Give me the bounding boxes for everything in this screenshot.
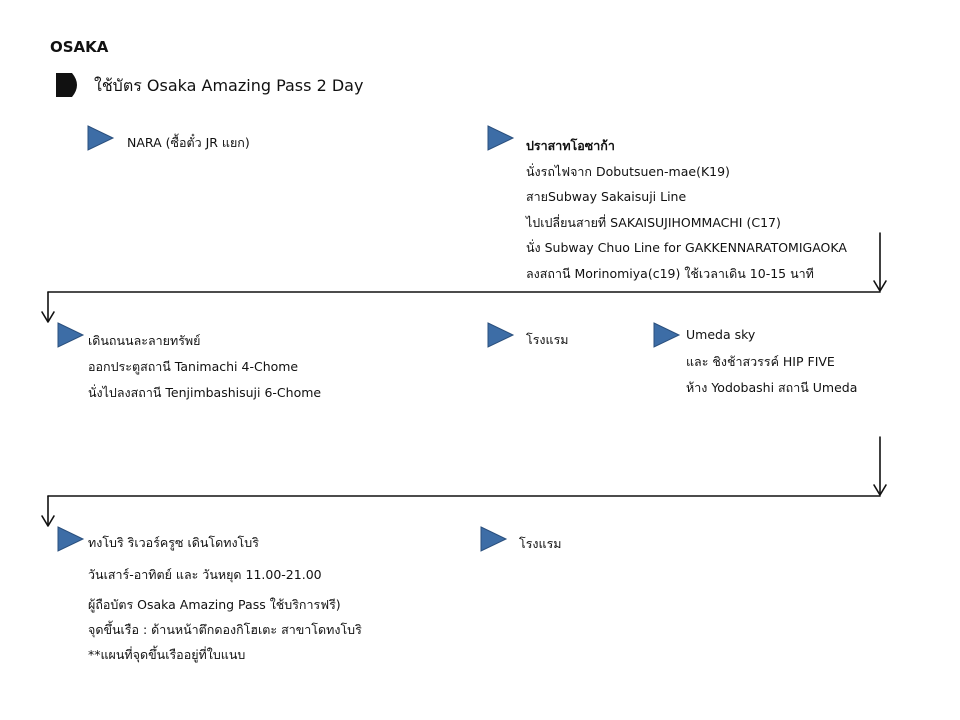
page-subtitle: ใช้บัตร Osaka Amazing Pass 2 Day: [94, 76, 364, 95]
step-line: ผู้ถือบัตร Osaka Amazing Pass ใช้บริการฟรี): [88, 597, 341, 612]
step-line: และ ชิงช้าสวรรค์ HIP FIVE: [686, 353, 835, 369]
step-line: Umeda sky: [686, 327, 756, 342]
step-line: ไปเปลี่ยนสายที่ SAKAISUJIHOMMACHI (C17): [526, 214, 781, 230]
step-line: **แผนที่จุดขึ้นเรืออยู่ที่ใบแนบ: [88, 647, 246, 662]
step-arrow-icon: [653, 322, 681, 348]
step-line: จุดขึ้นเรือ : ด้านหน้าตึกดองกิโฮเตะ สาขาโดทงโบริ: [88, 622, 362, 637]
step-arrow-icon: [87, 125, 115, 151]
step-umeda: [686, 322, 857, 402]
step-arrow-icon: [57, 322, 85, 348]
step-line: เดินถนนละลายทรัพย์: [88, 333, 201, 348]
step-line: นั่งไปลงสถานี Tenjimbashisuji 6-Chome: [88, 385, 322, 400]
step-nara: [127, 133, 250, 153]
step-line: ทงโบริ ริเวอร์ครูซ เดินโดทงโบริ: [88, 535, 259, 550]
page-title: OSAKA: [50, 38, 109, 56]
step-arrow-icon: [487, 125, 515, 151]
step-heading: ปราสาทโอซาก้า: [526, 138, 615, 153]
step-line: โรงแรม: [519, 536, 562, 551]
step-hotel: [526, 330, 569, 350]
step-river-cruise: [88, 533, 362, 665]
step-arrow-icon: [480, 526, 508, 552]
step-line: นั่ง Subway Chuo Line for GAKKENNARATOMIGAOKA: [526, 240, 847, 255]
step-line: โรงแรม: [526, 332, 569, 347]
step-hotel: [519, 534, 562, 554]
step-arrow-icon: [57, 526, 85, 552]
step-osaka-castle: [526, 133, 847, 286]
step-line: ออกประตูสถานี Tanimachi 4-Chome: [88, 359, 299, 374]
step-line: NARA (ซื้อตั๋ว JR แยก): [127, 135, 250, 150]
step-line: ลงสถานี Morinomiya(c19) ใช้เวลาเดิน 10-15 นาที: [526, 265, 814, 281]
step-line: นั่งรถไฟจาก Dobutsuen-mae(K19): [526, 163, 730, 179]
step-line: วันเสาร์-อาทิตย์ และ วันหยุด 11.00-21.00: [88, 567, 322, 582]
step-line: สายSubway Sakaisuji Line: [526, 189, 687, 204]
step-line: ห้าง Yodobashi สถานี Umeda: [686, 380, 858, 395]
step-shopping-street: [88, 328, 321, 406]
step-arrow-icon: [487, 322, 515, 348]
